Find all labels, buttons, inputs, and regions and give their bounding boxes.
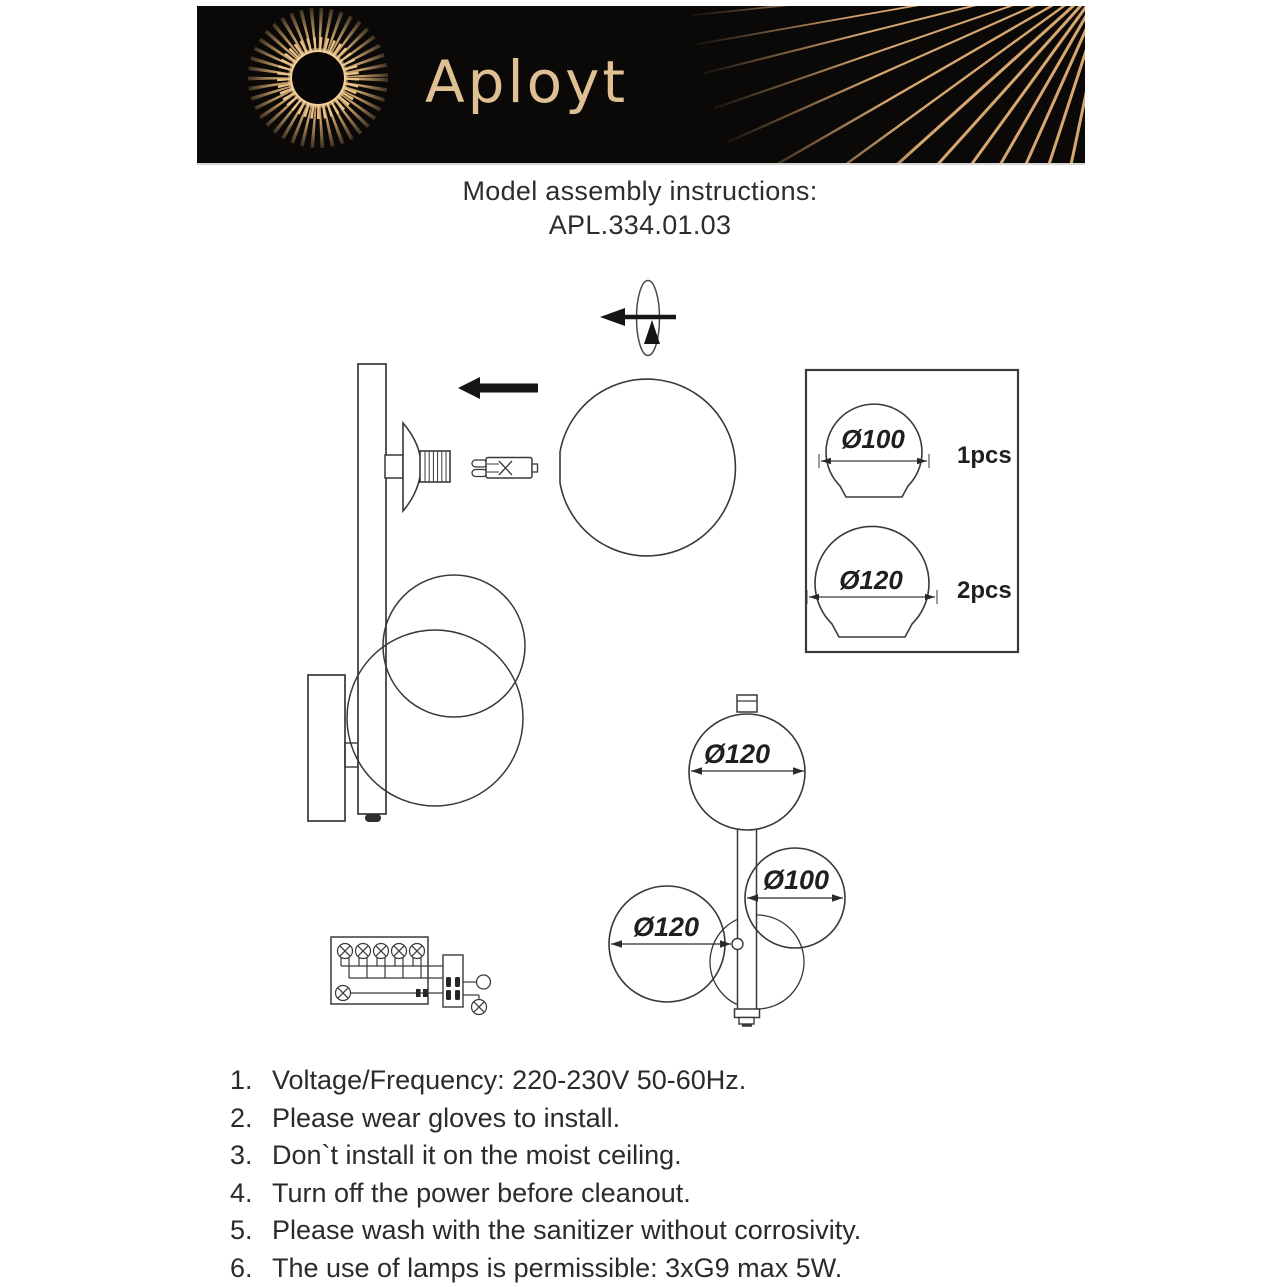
instruction-item bbox=[230, 1250, 1090, 1287]
direction-arrow-icon bbox=[458, 377, 538, 399]
wiring-outputs bbox=[463, 975, 491, 1015]
dimension-label: Ø120 bbox=[704, 739, 770, 769]
instruction-text: Turn off the power before cleanout. bbox=[272, 1175, 1090, 1213]
dimension-label: Ø120 bbox=[633, 912, 699, 942]
model-number: APL.334.01.03 bbox=[0, 208, 1280, 242]
instruction-text: Don`t install it on the moist ceiling. bbox=[272, 1137, 1090, 1175]
globe-top-outline bbox=[689, 714, 805, 830]
globe-120-drawing bbox=[807, 526, 1012, 637]
arm-end-cap bbox=[365, 814, 381, 822]
instruction-number: 4. bbox=[230, 1175, 272, 1213]
dimension-label: Ø100 bbox=[841, 424, 905, 454]
globe-outline-upper bbox=[383, 575, 525, 717]
front-view-diagram bbox=[609, 695, 845, 1026]
instruction-text: Please wash with the sanitizer without corrosivity. bbox=[272, 1212, 1090, 1250]
socket-base bbox=[385, 455, 403, 478]
title-line-1: Model assembly instructions: bbox=[0, 174, 1280, 208]
joint-ball bbox=[732, 939, 743, 950]
instruction-number: 2. bbox=[230, 1100, 272, 1138]
instruction-number: 6. bbox=[230, 1250, 272, 1287]
lamp-symbols bbox=[338, 944, 425, 959]
wall-plate bbox=[308, 675, 345, 821]
globe-100-drawing bbox=[819, 404, 1012, 497]
instruction-text: Voltage/Frequency: 220-230V 50-60Hz. bbox=[272, 1062, 1090, 1100]
instruction-item bbox=[230, 1212, 1090, 1250]
instruction-number: 3. bbox=[230, 1137, 272, 1175]
g9-bulb-icon bbox=[472, 458, 538, 479]
wiring-buses bbox=[341, 957, 449, 978]
instruction-text: The use of lamps is permissible: 3xG9 max 5W. bbox=[272, 1250, 1090, 1287]
dimension-label: Ø120 bbox=[839, 565, 903, 595]
parts-quantity-box bbox=[806, 370, 1018, 652]
instruction-item bbox=[230, 1062, 1090, 1100]
instruction-item bbox=[230, 1100, 1090, 1138]
terminal-block bbox=[443, 955, 463, 1007]
quantity-label: 1pcs bbox=[957, 442, 1012, 469]
glass-globe bbox=[560, 379, 735, 556]
quantity-label: 2pcs bbox=[957, 577, 1012, 604]
brand-wordmark: Aployt bbox=[425, 48, 628, 116]
dimension-label: Ø100 bbox=[763, 865, 829, 895]
lamp-arm bbox=[358, 364, 386, 814]
rotation-icon bbox=[600, 281, 676, 356]
instruction-number: 1. bbox=[230, 1062, 272, 1100]
instructions-list bbox=[230, 1062, 1090, 1287]
instruction-number: 5. bbox=[230, 1212, 272, 1250]
instruction-text: Please wear gloves to install. bbox=[272, 1100, 1090, 1138]
instruction-item bbox=[230, 1137, 1090, 1175]
wiring-diagram bbox=[331, 937, 491, 1015]
instruction-item bbox=[230, 1175, 1090, 1213]
wall-lamp-side-view bbox=[308, 364, 735, 822]
socket-shade bbox=[403, 423, 421, 511]
wiring-bottom-lamp bbox=[336, 986, 444, 1001]
